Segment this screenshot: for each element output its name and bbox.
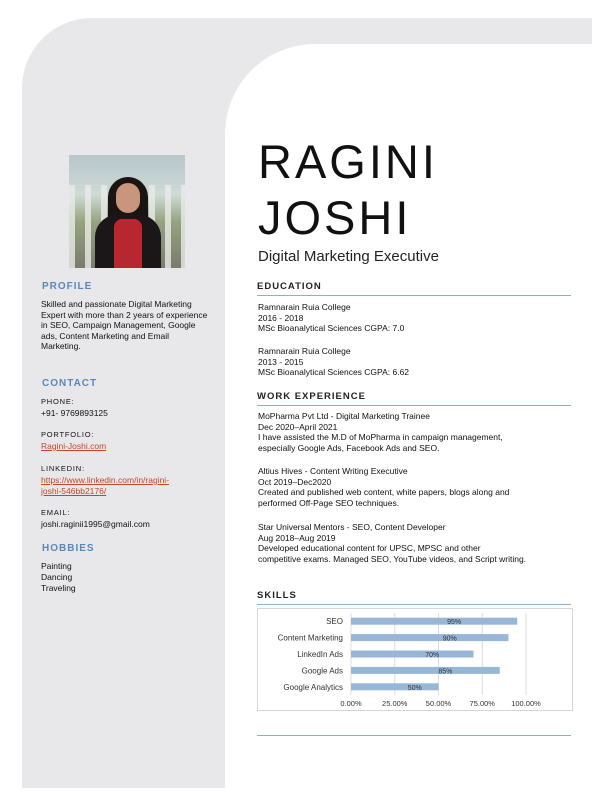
category-label: Content Marketing (277, 633, 343, 643)
data-label: 85% (438, 668, 453, 676)
work-desc: I have assisted the M.D of MoPharma in campaign management, (258, 432, 503, 442)
email-label: EMAIL: (41, 508, 71, 517)
education-school: Ramnarain Ruia College (258, 346, 351, 356)
x-tick-label: 50.00% (425, 699, 452, 708)
skill-bar (351, 618, 517, 625)
profile-text: Skilled and passionate Digital Marketing Expert with more than 2 years of experience in SEO, Campaign Management, Google ads, Content Marketing and Email Marketing. (41, 299, 208, 351)
bottom-divider (257, 735, 571, 736)
hobby-item: Dancing (41, 572, 73, 582)
skill-bar (351, 651, 474, 658)
work-entry (258, 411, 578, 453)
work-desc: especially Google Ads, Facebook Ads and SEO. (258, 442, 440, 453)
education-school: Ramnarain Ruia College (258, 302, 351, 312)
category-label: Google Ads (301, 666, 343, 676)
work-desc: Created and published web content, white papers, blogs along and (258, 487, 510, 497)
x-tick-label: 25.00% (382, 699, 408, 708)
work-entry (258, 522, 578, 564)
last-name: JOSHI (258, 191, 412, 244)
skill-bar (351, 667, 500, 674)
skills-heading: SKILLS (257, 590, 571, 605)
work-entry (258, 466, 578, 508)
skills-chart (257, 608, 573, 711)
work-dates: Dec 2020–April 2021 (258, 421, 338, 432)
first-name: RAGINI (258, 135, 438, 188)
category-label: Google Analytics (283, 682, 343, 692)
work-desc: Developed educational content for UPSC, MPSC and other (258, 543, 481, 553)
linkedin-link[interactable] (41, 475, 211, 496)
work-role: MoPharma Pvt Ltd - Digital Marketing Trainee (258, 411, 430, 421)
hobbies-heading: HOBBIES (42, 543, 95, 554)
phone-label: PHONE: (41, 397, 75, 406)
portfolio-link[interactable]: Ragini-Joshi.com (41, 441, 107, 451)
data-label: 90% (442, 635, 457, 643)
education-years: 2013 - 2015 (258, 356, 304, 367)
work-dates: Oct 2019–Dec2020 (258, 476, 332, 487)
hobby-item: Painting (41, 561, 72, 571)
job-title: Digital Marketing Executive (258, 248, 439, 265)
work-desc: competitive exams. Managed SEO, YouTube videos, and Script writing. (258, 553, 527, 564)
work-heading: WORK EXPERIENCE (257, 391, 571, 406)
phone-value: +91- 9769893125 (41, 408, 108, 418)
email-value: joshi.raginii1995@gmail.com (41, 519, 150, 529)
skill-bar (351, 634, 509, 641)
education-entry (258, 346, 578, 378)
contact-heading: CONTACT (42, 378, 98, 389)
data-label: 95% (447, 619, 462, 627)
data-label: 70% (425, 652, 440, 659)
data-label: 50% (407, 684, 422, 692)
profile-photo (69, 155, 185, 268)
work-desc: performed Off-Page SEO techniques. (258, 497, 400, 508)
skill-bar (351, 683, 439, 690)
hobby-item: Traveling (41, 583, 76, 593)
portfolio-label: PORTFOLIO: (41, 430, 95, 439)
education-degree: MSc Bioanalytical Sciences CGPA: 6.62 (258, 367, 410, 377)
work-role: Star Universal Mentors - SEO, Content Developer (258, 522, 446, 532)
education-heading: EDUCATION (257, 281, 571, 296)
category-label: SEO (326, 617, 343, 627)
education-years: 2016 - 2018 (258, 312, 304, 323)
work-dates: Aug 2018–Aug 2019 (258, 532, 336, 543)
education-degree: MSc Bioanalytical Sciences CGPA: 7.0 (258, 323, 405, 333)
profile-heading: PROFILE (42, 281, 93, 292)
linkedin-link-line2[interactable]: joshi-546bb2176/ (41, 485, 107, 496)
linkedin-label: LINKEDIN: (41, 464, 85, 473)
work-role: Altius Hives - Content Writing Executive (258, 466, 408, 476)
x-tick-label: 0.00% (340, 699, 362, 708)
x-tick-label: 100.00% (511, 699, 541, 708)
linkedin-link-line1[interactable]: https://www.linkedin.com/in/ragini- (41, 475, 170, 485)
education-entry (258, 302, 578, 334)
category-label: LinkedIn Ads (297, 650, 343, 659)
skills-chart-svg (258, 609, 572, 710)
x-tick-label: 75.00% (469, 699, 495, 708)
